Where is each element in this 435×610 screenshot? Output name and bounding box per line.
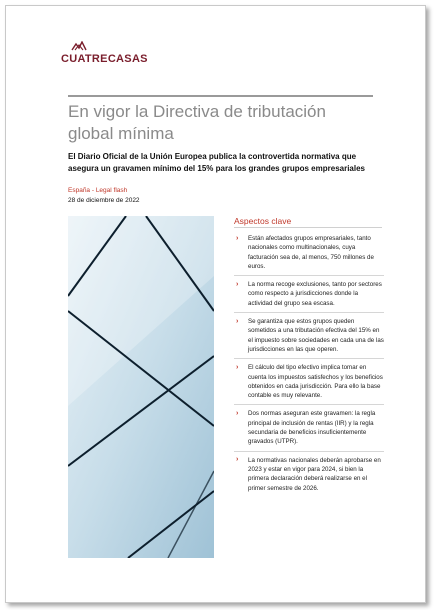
list-item — [234, 276, 384, 313]
list-item — [234, 230, 384, 276]
glass-facade-image — [68, 216, 214, 558]
arrow-right-icon: › — [236, 456, 239, 464]
list-item-text: La norma recoge exclusiones, tanto por sectores como respecto a jurisdicciones donde la actividad del grupo sea escasa. — [248, 281, 382, 307]
list-item-text: Se garantiza que estos grupos queden sometidos a una tributación efectiva del 15% en el impuesto sobre sociedades en cada una de las jurisdicciones en las que operen. — [248, 318, 384, 353]
arrow-right-icon: › — [236, 234, 239, 242]
arrow-right-icon: › — [236, 363, 239, 371]
key-points-divider — [234, 227, 382, 228]
arrow-right-icon: › — [236, 280, 239, 288]
document-tag: España - Legal flash — [68, 187, 128, 194]
brand-logo — [61, 41, 181, 71]
list-item-text: El cálculo del tipo efectivo implica tomar en cuenta los impuestos satisfechos y los beneficios obtenidos en cada jurisdicción. Para ello la base contable es muy relevante. — [248, 364, 383, 400]
key-points-list — [234, 230, 384, 497]
title-divider — [68, 95, 373, 97]
key-points-heading: Aspectos clave — [234, 216, 292, 226]
document-subtitle: El Diario Oficial de la Unión Europea publica la controvertida normativa que asegura un gravamen mínimo del 15% para los grandes grupos empresariales — [68, 152, 365, 173]
document-title: En vigor la Directiva de tributación global mínima — [68, 102, 326, 143]
list-item-text: La normativas nacionales deberán aprobarse en 2023 y estar en vigor para 2024, si bien la primera declaración deberá realizarse en el primer semestre de 2026. — [248, 456, 381, 492]
list-item — [234, 359, 384, 405]
list-item — [234, 405, 384, 451]
arrow-right-icon: › — [236, 409, 239, 417]
list-item-text: Dos normas aseguran este gravamen: la regla principal de inclusión de rentas (IIR) y la regla secundaria de beneficios insuficientemente gravados (UTPR). — [248, 410, 376, 446]
key-points-panel — [234, 216, 384, 546]
list-item-text: Están afectados grupos empresariales, tanto nacionales como multinacionales, cuya facturación sea de, al menos, 750 millones de euros. — [248, 235, 374, 270]
document-page — [5, 5, 426, 603]
document-date: 28 de diciembre de 2022 — [68, 197, 140, 204]
list-item — [234, 313, 384, 359]
list-item — [234, 452, 384, 497]
cuatrecasas-logo-icon — [71, 41, 87, 51]
brand-name: CUATRECASAS — [61, 53, 148, 65]
arrow-right-icon: › — [236, 317, 239, 325]
